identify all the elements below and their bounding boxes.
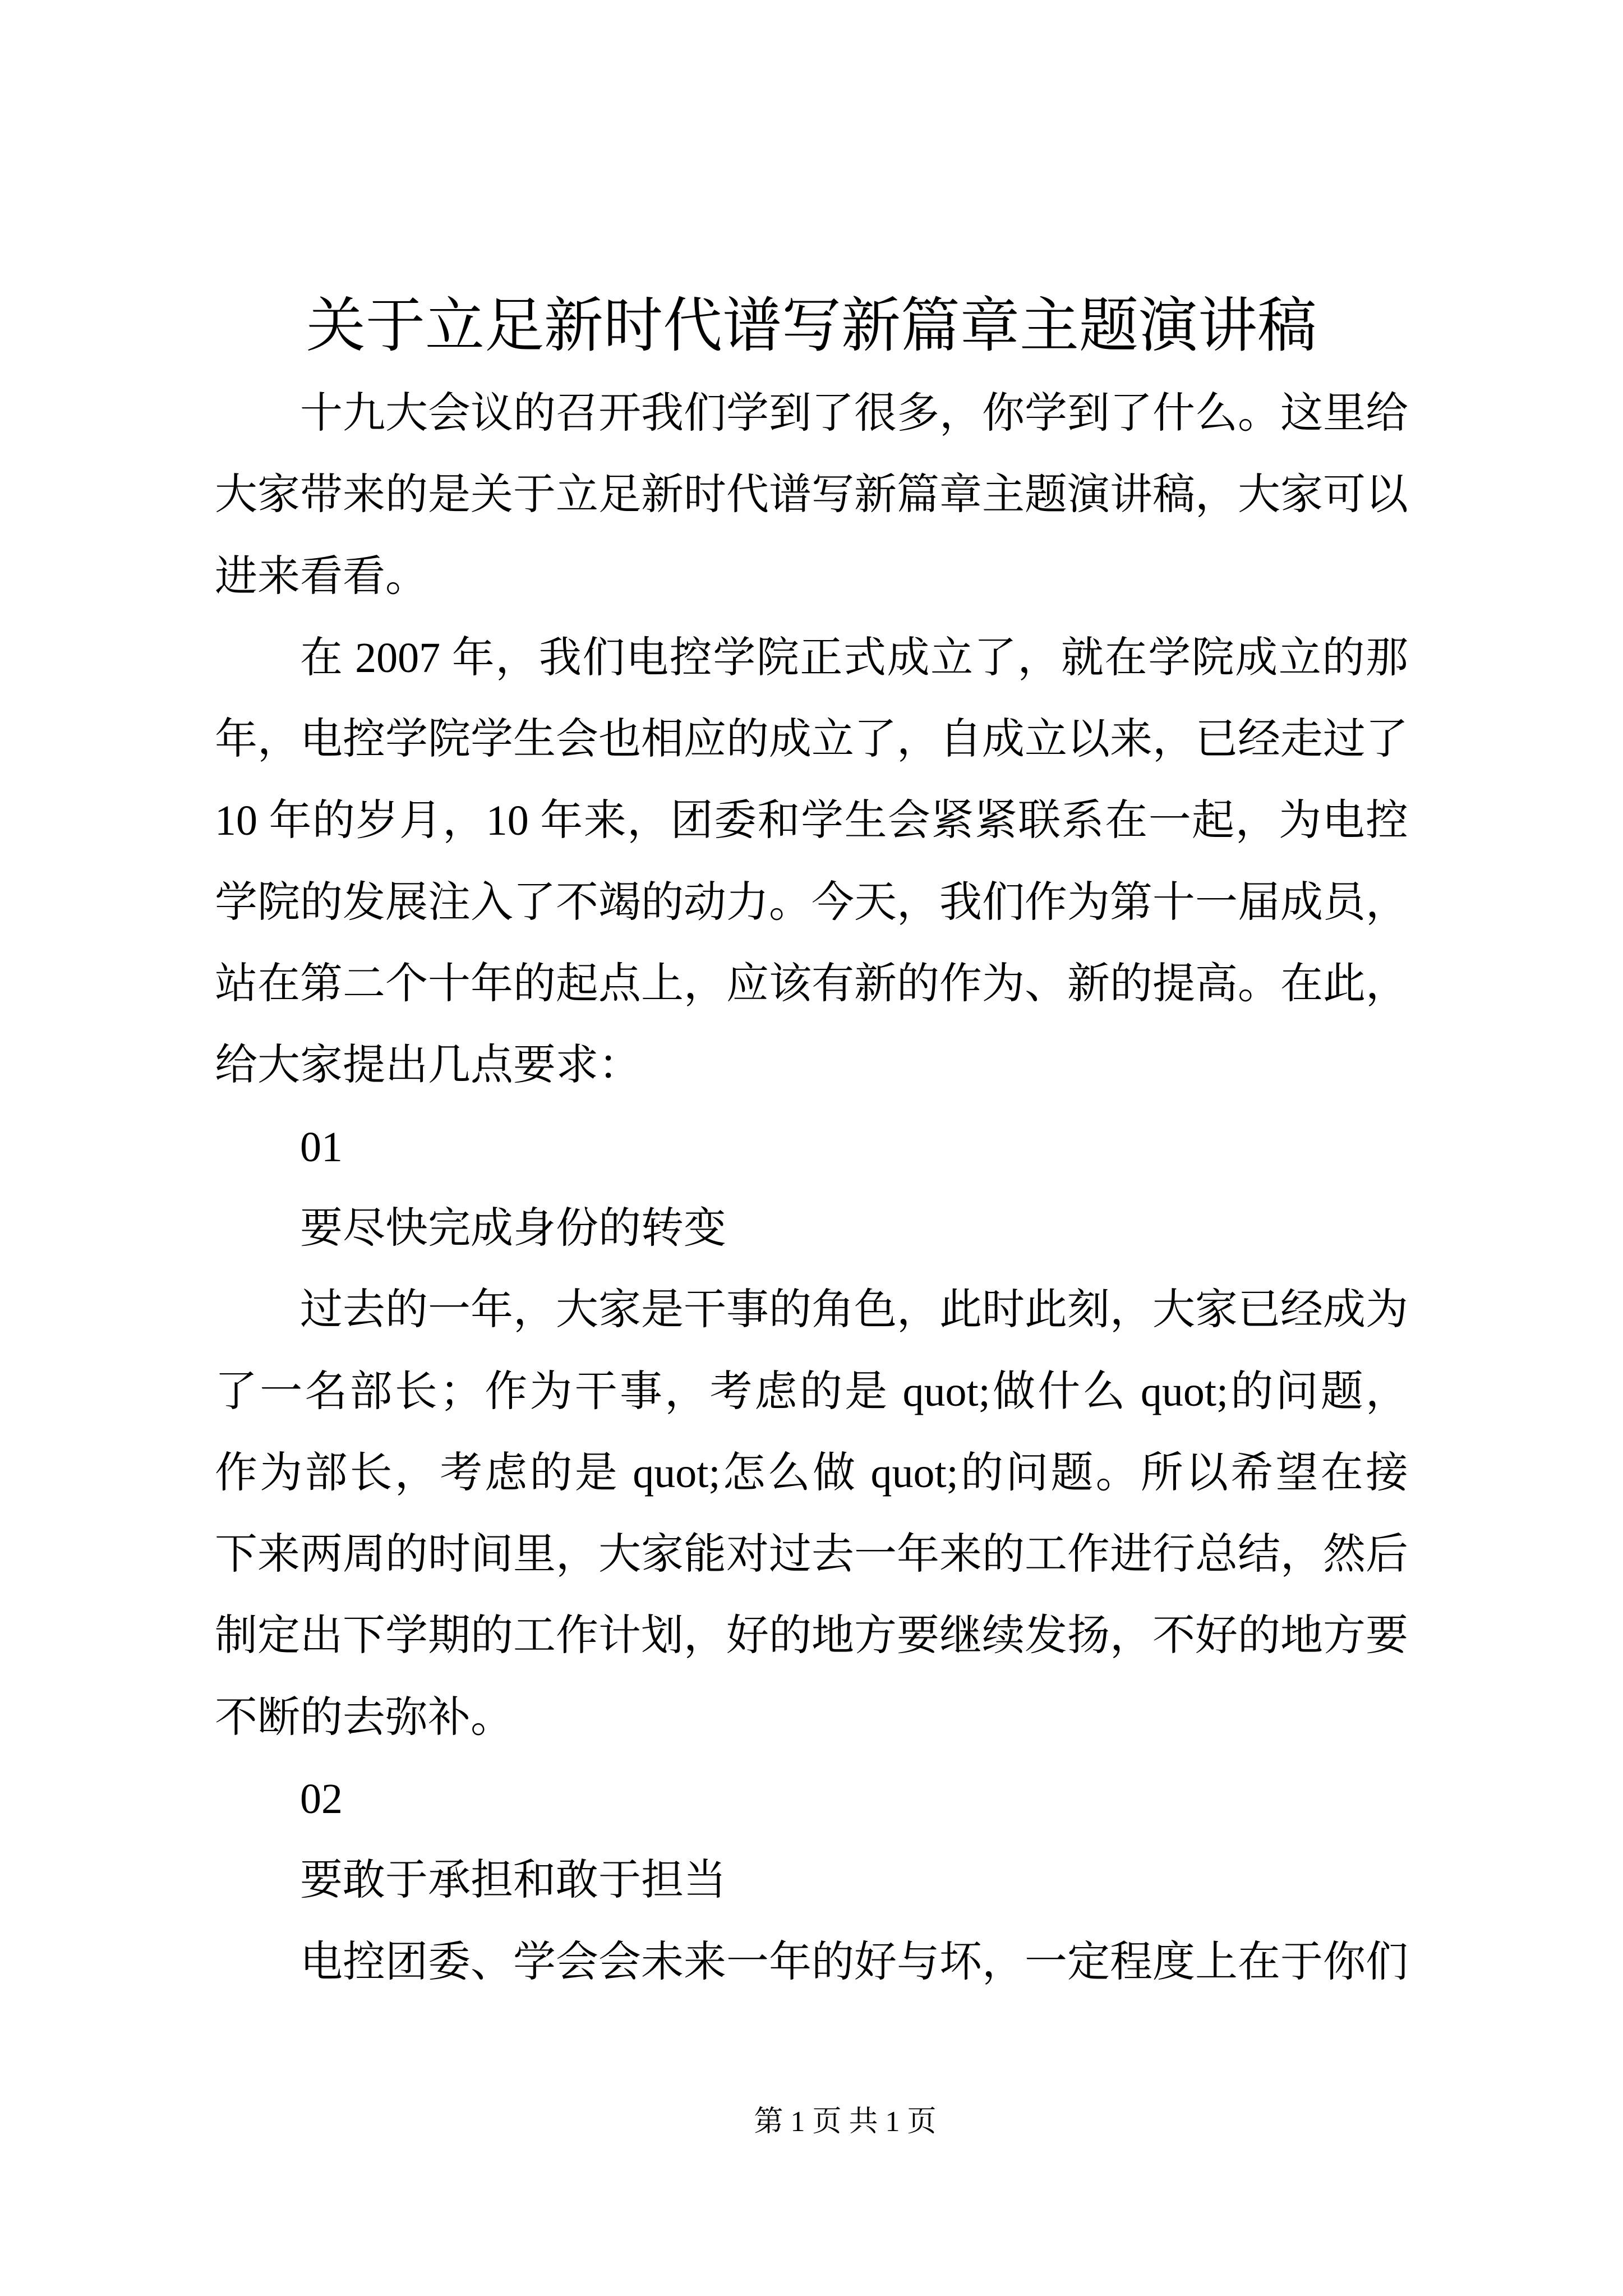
- paragraph-line: 学院的发展注入了不竭的动力。今天，我们作为第十一届成员，: [215, 878, 1408, 926]
- paragraph-line: 10 年的岁月，10 年来，团委和学生会紧紧联系在一起，为电控: [215, 797, 1408, 845]
- paragraph-line: 不断的去弥补。: [215, 1694, 513, 1741]
- paragraph-line: 年，电控学院学生会也相应的成立了，自成立以来，已经走过了: [215, 716, 1408, 763]
- paragraph-line: 电控团委、学会会未来一年的好与坏，一定程度上在于你们: [300, 1938, 1408, 1986]
- paragraph-line: 了一名部长；作为干事，考虑的是 quot;做什么 quot;的问题，: [215, 1368, 1408, 1415]
- paragraph-line: 下来两周的时间里，大家能对过去一年来的工作进行总结，然后: [215, 1531, 1408, 1579]
- paragraph-line: 制定出下学期的工作计划，好的地方要继续发扬，不好的地方要: [215, 1612, 1408, 1660]
- paragraph-line: 十九大会议的召开我们学到了很多，你学到了什么。这里给: [300, 390, 1408, 437]
- section-number: 02: [300, 1775, 343, 1823]
- section-heading: 要敢于承担和敢于担当: [300, 1857, 726, 1904]
- paragraph-line: 给大家提出几点要求：: [215, 1042, 641, 1089]
- page-title: 关于立足新时代谱写新篇章主题演讲稿: [306, 293, 1317, 359]
- paragraph-line: 站在第二个十年的起点上，应该有新的作为、新的提高。在此，: [215, 960, 1408, 1008]
- document-body: [215, 373, 1408, 2003]
- paragraph-line: 过去的一年，大家是干事的角色，此时此刻，大家已经成为: [300, 1286, 1408, 1334]
- paragraph-line: 进来看看。: [215, 553, 428, 600]
- paragraph-line: 大家带来的是关于立足新时代谱写新篇章主题演讲稿，大家可以: [215, 471, 1408, 519]
- section-number: 01: [300, 1123, 343, 1171]
- footer-page-number: 第 1 页 共 1 页: [754, 2106, 937, 2138]
- paragraph-line: 作为部长，考虑的是 quot;怎么做 quot;的问题。所以希望在接: [215, 1449, 1408, 1497]
- section-heading: 要尽快完成身份的转变: [300, 1204, 726, 1252]
- paragraph-line: 在 2007 年，我们电控学院正式成立了，就在学院成立的那: [300, 634, 1408, 682]
